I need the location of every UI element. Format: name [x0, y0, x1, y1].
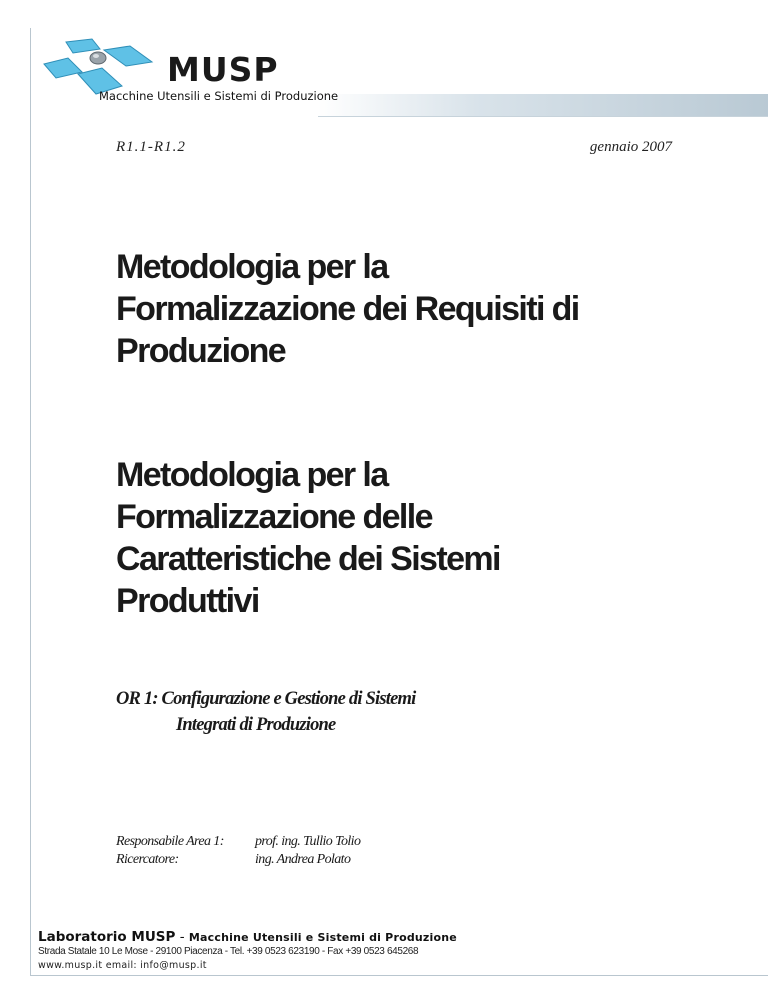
title-line: Formalizzazione dei Requisiti di — [116, 290, 579, 328]
credit-role: Responsabile Area 1: — [116, 834, 224, 849]
header-rule — [318, 116, 768, 117]
logo-center-node — [90, 52, 106, 64]
title-line: Formalizzazione delle — [116, 498, 432, 536]
logo-tile-top — [66, 39, 100, 53]
credits — [116, 833, 360, 869]
objective-subtitle — [116, 686, 596, 738]
credit-name: ing. Andrea Polato — [255, 852, 351, 867]
document-code: R1.1-R1.2 — [116, 139, 186, 155]
credit-row — [116, 851, 360, 869]
subtitle-line-1: OR 1: Configurazione e Gestione di Sistemi — [116, 689, 416, 709]
title-line: Produzione — [116, 332, 286, 370]
title-line: Metodologia per la — [116, 248, 388, 286]
credit-role: Ricercatore: — [116, 852, 179, 867]
credit-row — [116, 833, 360, 851]
logo-tile-left — [44, 58, 82, 78]
document-date: gennaio 2007 — [589, 139, 672, 155]
logo-subtitle: Macchine Utensili e Sistemi di Produzione — [99, 89, 339, 103]
footer-address: Strada Statale 10 Le Mose - 29100 Piacenza - Tel. +39 0523 623190 - Fax +39 0523 645268 — [38, 946, 419, 957]
logo-name: MUSP — [167, 50, 279, 89]
footer-lab-description: Macchine Utensili e Sistemi di Produzione — [188, 931, 457, 944]
title-line: Caratteristiche dei Sistemi — [116, 540, 500, 578]
footer-web-email: www.musp.it email: info@musp.it — [38, 960, 207, 971]
header-gradient-band — [318, 94, 768, 116]
footer-lab-line — [38, 929, 457, 945]
credit-name: prof. ing. Tullio Tolio — [255, 834, 361, 849]
frame-left-rule — [30, 28, 31, 976]
logo-tile-right — [104, 46, 152, 66]
title-line: Produttivi — [116, 582, 259, 620]
title-line: Metodologia per la — [116, 456, 388, 494]
title-requisiti — [116, 246, 676, 372]
frame-bottom-rule — [30, 975, 768, 976]
footer-separator: - — [175, 929, 189, 945]
subtitle-line-2: Integrati di Produzione — [176, 715, 336, 735]
footer-lab-name: Laboratorio MUSP — [38, 929, 176, 945]
title-caratteristiche — [116, 454, 616, 622]
